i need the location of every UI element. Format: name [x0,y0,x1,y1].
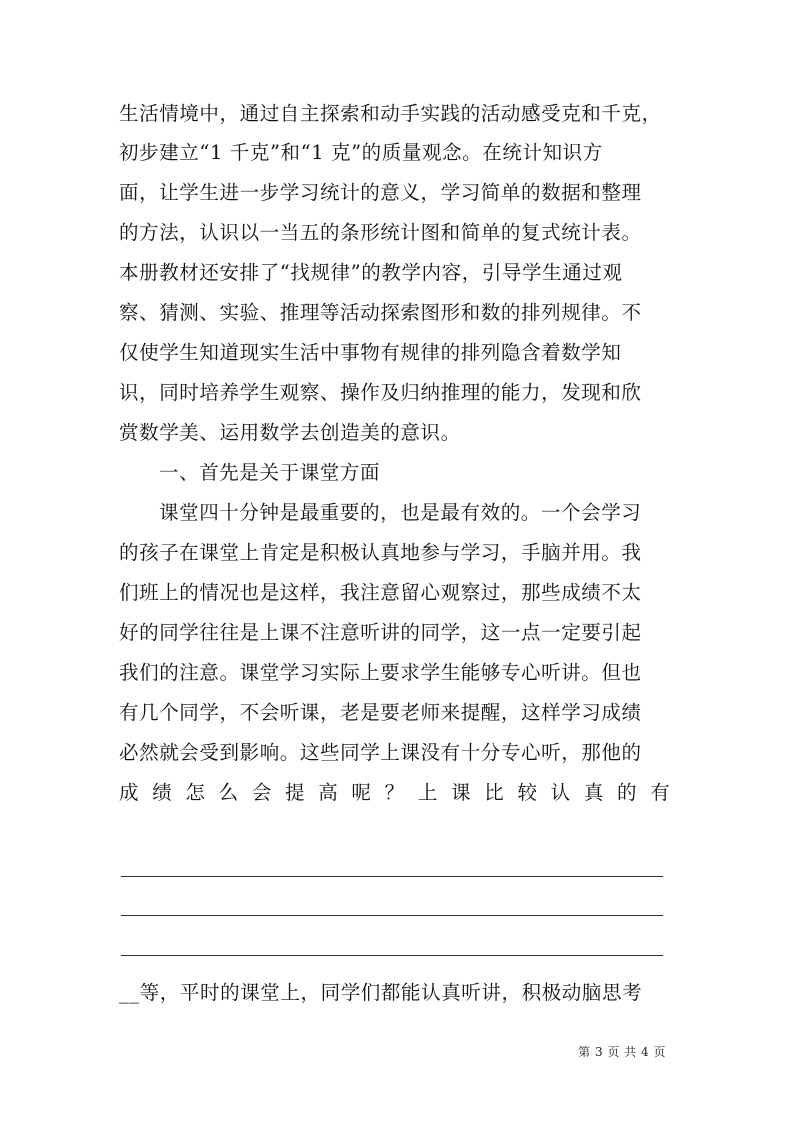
text-line-4: 的方法，认识以一当五的条形统计图和简单的复式统计表。 [119,221,642,244]
text-line-14: 我们的注意。课堂学习实际上要求学生能够专心听讲。但也 [119,661,642,684]
text-line-3: 面，让学生进一步学习统计的意义，学习简单的数据和整理 [119,181,642,204]
text-line-12: 们班上的情况也是这样，我注意留心观察过，那些成绩不太 [119,581,642,604]
text-line-1: 生活情境中，通过自主探索和动手实践的活动感受克和千克， [119,102,662,125]
text-line-13: 好的同学往往是上课不注意听讲的同学，这一点一定要引起 [119,621,642,644]
char: 呢 [351,781,371,804]
char: 么 [218,781,239,804]
char: 怎 [185,781,205,804]
blank-fill-line-1 [121,876,663,877]
char: 的 [617,781,637,804]
char: 较 [517,781,537,804]
char: 成 [119,781,139,804]
char: 有 [650,781,670,804]
text-line-5: 本册教材还安排了“找规律”的教学内容，引导学生通过观 [119,261,623,284]
text-line-6: 察、猜测、实验、推理等活动探索图形和数的排列规律。不 [119,301,642,324]
spread-text-line [119,783,670,803]
text-line-8: 识，同时培养学生观察、操作及归纳推理的能力，发现和欣 [119,381,642,404]
text-line-7: 仅使学生知道现实生活中事物有规律的排列隐含着数学知 [119,341,622,364]
char: 课 [451,781,471,804]
char: 会 [251,781,272,804]
text-line-16: 必然就会受到影响。这些同学上课没有十分专心听，那他的 [119,741,642,764]
blank-fill-line-2 [121,915,663,916]
text-line-9: 赏数学美、运用数学去创造美的意识。 [119,421,461,444]
section-heading: 一、首先是关于课堂方面 [159,461,381,484]
text-line-2: 初步建立“1 千克”和“1 克”的质量观念。在统计知识方 [119,141,603,164]
char: 认 [550,781,571,804]
text-line-15: 有几个同学，不会听课，老是要老师来提醒，这样学习成绩 [119,701,642,724]
char: 比 [484,781,504,804]
char: 绩 [152,781,172,804]
blank-fill-line-3 [121,955,663,956]
char: 提 [285,781,305,804]
text-line-11: 的孩子在课堂上肯定是积极认真地参与学习，手脑并用。我 [119,541,642,564]
char: ？ [384,781,405,804]
char: 上 [417,781,438,804]
char: 高 [318,781,338,804]
page-number-footer: 第 3 页 共 4 页 [578,1045,666,1059]
text-line-17: __等，平时的课堂上，同学们都能认真听讲，积极动脑思考 [119,981,643,1004]
char: 真 [583,781,604,804]
text-line-10: 课堂四十分钟是最重要的，也是最有效的。一个会学习 [159,501,642,524]
